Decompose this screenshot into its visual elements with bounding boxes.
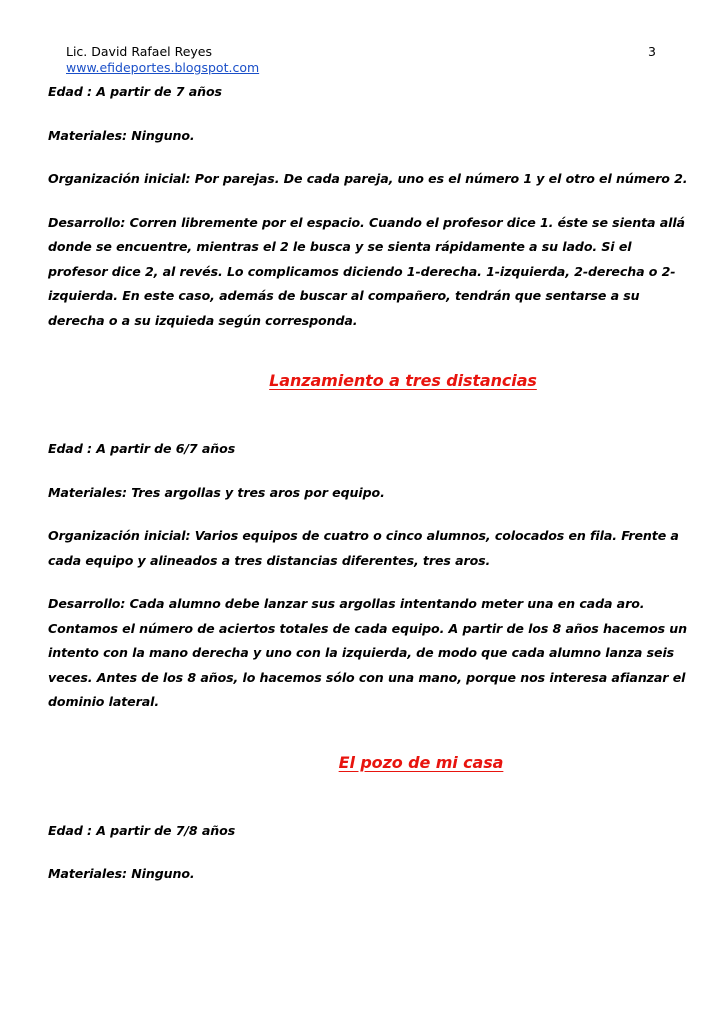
section2-title: Lanzamiento a tres distancias	[269, 371, 537, 390]
website-link[interactable]: www.efideportes.blogspot.com	[66, 60, 260, 75]
section3-edad: Edad : A partir de 7/8 años	[48, 822, 236, 838]
section1-organizacion: Organización inicial: Por parejas. De cada pareja, uno es el número 1 y el otro el número 2.	[48, 171, 688, 186]
section1-edad: Edad : A partir de 7 años	[48, 84, 222, 99]
section2-edad: Edad : A partir de 6/7 años	[48, 441, 236, 456]
section2-organizacion: Organización inicial: Varios equipos de cuatro o cinco alumnos, colocados en fila. Frente a cada equipo y alineados a tres distancias diferentes, tres aros.	[48, 528, 679, 568]
author-name: Lic. David Rafael Reyes	[66, 44, 213, 59]
section3-title: El pozo de mi casa	[338, 752, 504, 772]
page-number: 3	[648, 44, 656, 59]
page-header	[66, 44, 666, 76]
section2-materiales: Materiales: Tres argollas y tres aros por equipo.	[48, 484, 385, 500]
section1-materiales: Materiales: Ninguno.	[48, 127, 195, 143]
section3-materiales: Materiales: Ninguno.	[48, 866, 195, 881]
document-body	[48, 80, 688, 887]
section2-desarrollo: Desarrollo: Cada alumno debe lanzar sus argollas intentando meter una en cada aro. Contamos el número de aciertos totales de cada equipo. A partir de los 8 años hacemos un intento con la mano derecha y uno con la izquierda, de modo que cada alumno lanza seis veces. Antes de los 8 años, lo hacemos sólo con una mano, porque nos interesa afianzar el dominio lateral.	[48, 596, 688, 709]
section1-desarrollo: Desarrollo: Corren libremente por el espacio. Cuando el profesor dice 1. éste se sienta allá donde se encuentre, mientras el 2 le busca y se sienta rápidamente a su lado. Si el profesor dice 2, al revés. Lo complicamos diciendo 1-derecha. 1-izquierda, 2-derecha o 2-izquierda. En este caso, además de buscar al compañero, tendrán que sentarse a su derecha o a su izquieda según corresponda.	[48, 214, 685, 328]
